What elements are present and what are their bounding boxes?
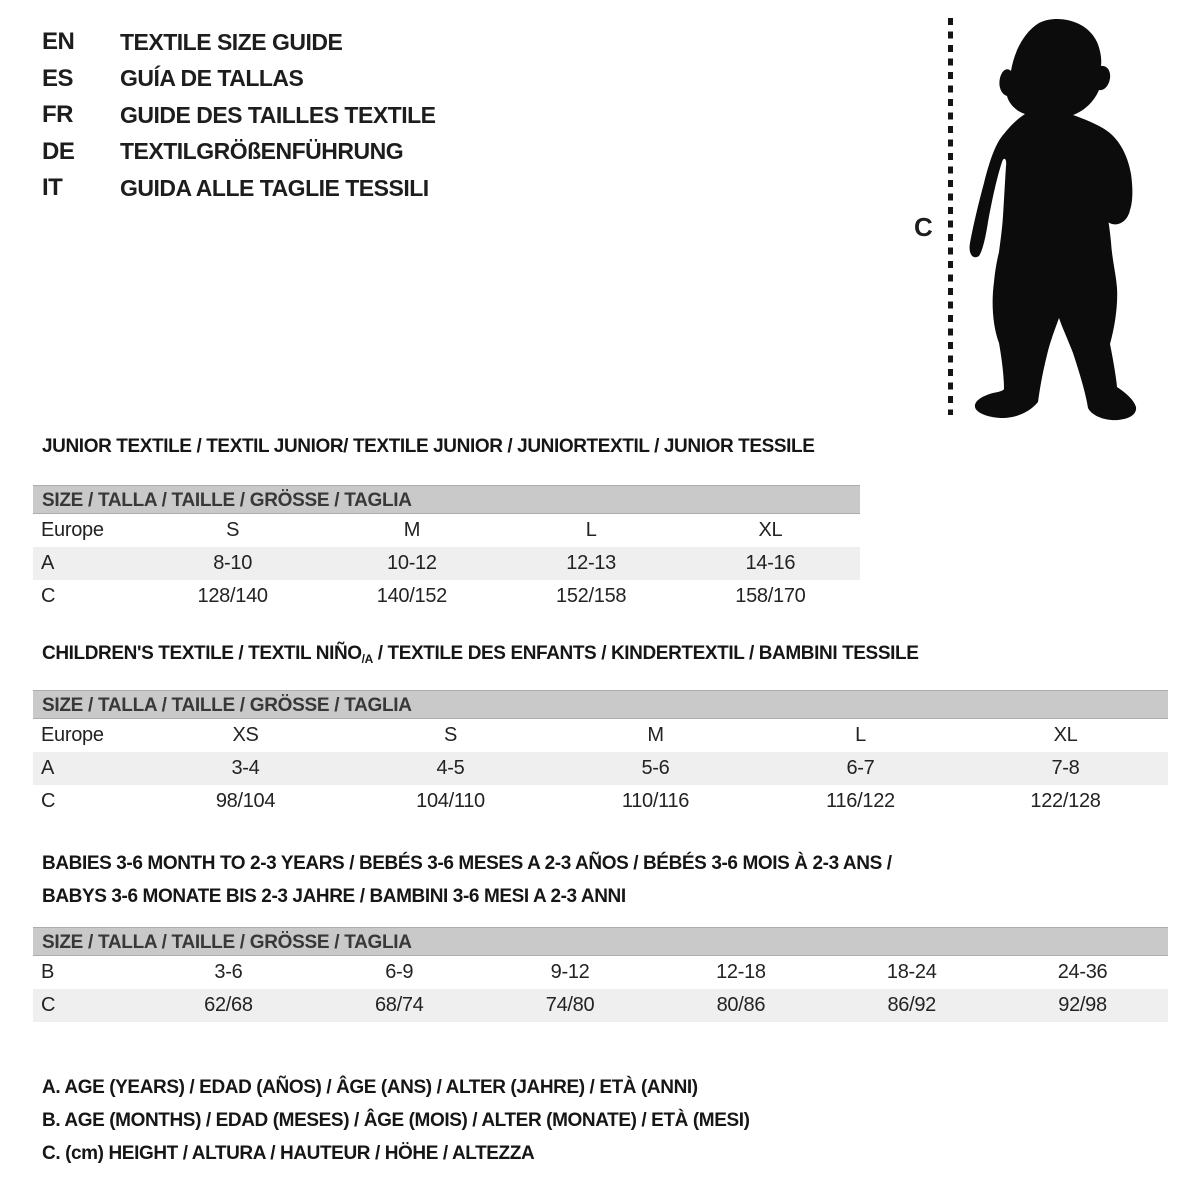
list-item xyxy=(42,24,436,61)
measurement-legend xyxy=(42,1071,750,1170)
table-row xyxy=(33,514,860,547)
row-label: A xyxy=(41,552,55,574)
size-table-header: SIZE / TALLA / TAILLE / GRÖSSE / TAGLIA xyxy=(33,690,1168,719)
babies-size-table xyxy=(33,927,1168,1022)
legend-line-c: C. (cm) HEIGHT / ALTURA / HAUTEUR / HÖHE / ALTEZZA xyxy=(42,1143,535,1164)
children-title-subscript: /A xyxy=(361,652,373,666)
table-row xyxy=(33,752,1168,785)
size-cell: L xyxy=(855,724,866,746)
size-cell: 104/110 xyxy=(416,790,485,812)
size-cell: XS xyxy=(232,724,259,746)
size-cell: 24-36 xyxy=(1057,961,1108,983)
list-item xyxy=(42,134,436,171)
size-cell: S xyxy=(226,519,240,541)
size-cell: XL xyxy=(758,519,783,541)
toddler-silhouette-icon xyxy=(960,16,1150,424)
language-title: GUIDA ALLE TAGLIE TESSILI xyxy=(120,174,429,201)
row-label: C xyxy=(41,790,56,812)
list-item xyxy=(42,170,436,207)
junior-size-table xyxy=(33,485,860,613)
junior-section-title: JUNIOR TEXTILE / TEXTIL JUNIOR/ TEXTILE JUNIOR / JUNIORTEXTIL / JUNIOR TESSILE xyxy=(42,436,815,457)
language-title: TEXTILE SIZE GUIDE xyxy=(120,28,343,55)
language-list xyxy=(42,24,436,207)
language-title: GUÍA DE TALLAS xyxy=(120,65,304,92)
size-cell: 12-18 xyxy=(716,961,766,983)
size-cell: 74/80 xyxy=(545,994,595,1016)
size-cell: L xyxy=(585,519,597,541)
children-size-table xyxy=(33,690,1168,818)
size-cell: 6-7 xyxy=(846,757,875,779)
list-item xyxy=(42,61,436,98)
size-cell: S xyxy=(443,724,458,746)
size-cell: 12-13 xyxy=(566,552,616,574)
legend-line-b: B. AGE (MONTHS) / EDAD (MESES) / ÂGE (MOIS) / ALTER (MONATE) / ETÀ (MESI) xyxy=(42,1110,750,1131)
language-code: FR xyxy=(42,101,73,129)
row-label: C xyxy=(41,585,56,607)
size-cell: 122/128 xyxy=(1030,790,1101,812)
children-section-title xyxy=(42,643,918,665)
size-cell: 116/122 xyxy=(826,790,895,812)
size-cell: 7-8 xyxy=(1051,757,1080,779)
list-item xyxy=(42,97,436,134)
babies-section-title-line2: BABYS 3-6 MONATE BIS 2-3 JAHRE / BAMBINI 3-6 MESI A 2-3 ANNI xyxy=(42,886,626,907)
table-row xyxy=(33,956,1168,989)
size-cell: 8-10 xyxy=(213,552,253,574)
size-table-header: SIZE / TALLA / TAILLE / GRÖSSE / TAGLIA xyxy=(33,927,1168,956)
size-cell: 128/140 xyxy=(197,585,268,607)
table-row xyxy=(33,719,1168,752)
size-cell: 3-4 xyxy=(231,757,260,779)
size-table-header: SIZE / TALLA / TAILLE / GRÖSSE / TAGLIA xyxy=(33,485,860,514)
size-cell: 98/104 xyxy=(215,790,276,812)
babies-section-title-line1: BABIES 3-6 MONTH TO 2-3 YEARS / BEBÉS 3-6 MESES A 2-3 AÑOS / BÉBÉS 3-6 MOIS À 2-3 ANS / xyxy=(42,853,892,874)
table-row xyxy=(33,989,1168,1022)
children-table-rows xyxy=(33,719,1168,818)
row-label: Europe xyxy=(41,724,104,746)
size-cell: 14-16 xyxy=(745,552,796,574)
size-cell: 140/152 xyxy=(376,585,447,607)
size-cell: 5-6 xyxy=(641,757,670,779)
babies-table-rows xyxy=(33,956,1168,1022)
size-cell: 68/74 xyxy=(374,994,424,1016)
size-cell: 4-5 xyxy=(436,757,465,779)
row-label: Europe xyxy=(41,519,104,541)
junior-table-rows xyxy=(33,514,860,613)
size-cell: 158/170 xyxy=(735,585,806,607)
children-title-text: / TEXTILE DES ENFANTS / KINDERTEXTIL / BAMBINI TESSILE xyxy=(372,643,919,664)
table-row xyxy=(33,547,860,580)
height-dashed-line xyxy=(948,18,953,415)
row-label: B xyxy=(41,961,55,983)
size-cell: 80/86 xyxy=(716,994,766,1016)
size-cell: 18-24 xyxy=(886,961,937,983)
table-row xyxy=(33,580,860,613)
height-measure-label: C xyxy=(914,212,933,242)
language-code: DE xyxy=(42,137,75,165)
language-title: GUIDE DES TAILLES TEXTILE xyxy=(120,101,436,128)
size-cell: 9-12 xyxy=(550,961,590,983)
size-cell: 10-12 xyxy=(387,552,437,574)
size-cell: 110/116 xyxy=(621,790,690,812)
row-label: C xyxy=(41,994,56,1016)
size-cell: 152/158 xyxy=(556,585,627,607)
size-cell: 92/98 xyxy=(1058,994,1107,1016)
size-cell: 86/92 xyxy=(887,994,936,1016)
children-title-text: CHILDREN'S TEXTILE / TEXTIL NIÑO xyxy=(42,643,362,664)
size-cell: XL xyxy=(1053,724,1078,746)
size-cell: M xyxy=(403,519,421,541)
language-code: ES xyxy=(42,64,74,92)
size-cell: 3-6 xyxy=(214,961,243,983)
table-row xyxy=(33,785,1168,818)
language-code: IT xyxy=(42,174,63,202)
row-label: A xyxy=(41,757,55,779)
size-cell: M xyxy=(647,724,664,746)
language-code: EN xyxy=(42,28,75,56)
legend-line-a: A. AGE (YEARS) / EDAD (AÑOS) / ÂGE (ANS) / ALTER (JAHRE) / ETÀ (ANNI) xyxy=(42,1077,698,1098)
size-cell: 62/68 xyxy=(204,994,253,1016)
size-cell: 6-9 xyxy=(385,961,414,983)
language-title: TEXTILGRÖßENFÜHRUNG xyxy=(120,138,404,165)
